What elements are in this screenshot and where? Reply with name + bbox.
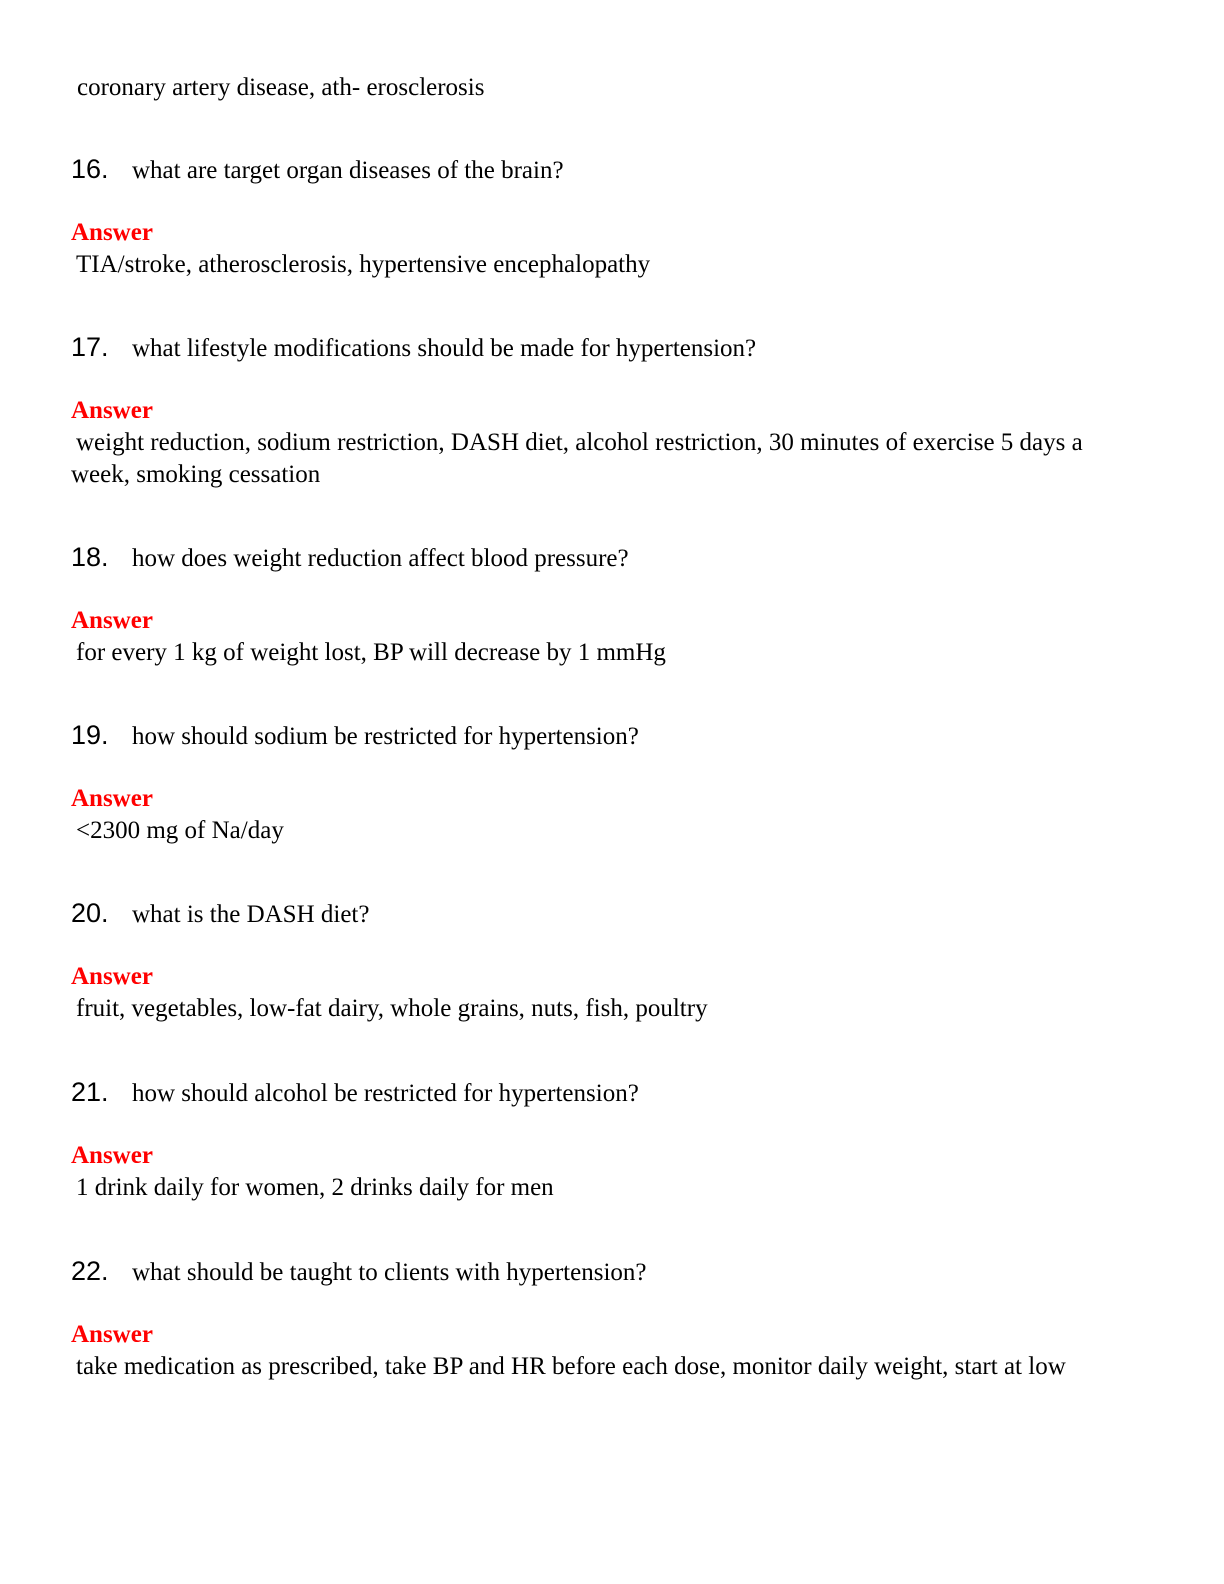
answer-text: for every 1 kg of weight lost, BP will decrease by 1 mmHg (76, 639, 666, 666)
answer-text: weight reduction, sodium restriction, DASH diet, alcohol restriction, 30 minutes of exercise 5 days a week, smoking cessation (71, 429, 1083, 488)
question-number: 18. (71, 542, 109, 572)
answer-text: 1 drink daily for women, 2 drinks daily for men (76, 1174, 554, 1201)
answer-text: TIA/stroke, atherosclerosis, hypertensive encephalopathy (76, 251, 651, 278)
question-text: how does weight reduction affect blood pressure? (132, 545, 629, 572)
question-row (71, 542, 1131, 576)
qa-item-18 (71, 542, 1131, 669)
answer-label: Answer (71, 1142, 153, 1169)
answer-text: <2300 mg of Na/day (76, 817, 284, 844)
answer-label: Answer (71, 219, 153, 246)
question-row (71, 332, 1131, 366)
question-row (71, 1256, 1131, 1290)
question-text: how should alcohol be restricted for hypertension? (132, 1080, 639, 1107)
answer-label: Answer (71, 785, 153, 812)
question-row (71, 898, 1131, 932)
answer-label: Answer (71, 397, 153, 424)
question-number: 16. (71, 154, 109, 184)
qa-item-16 (71, 154, 1131, 281)
continued-answer-text: coronary artery disease, ath- erosclerosis (77, 74, 485, 101)
question-text: what should be taught to clients with hypertension? (132, 1259, 647, 1286)
qa-item-17 (71, 332, 1131, 491)
question-number: 21. (71, 1077, 109, 1107)
answer-label: Answer (71, 607, 153, 634)
qa-item-20 (71, 898, 1131, 1025)
question-text: what lifestyle modifications should be made for hypertension? (132, 335, 757, 362)
answer-text: take medication as prescribed, take BP and HR before each dose, monitor daily weight, start at low (76, 1353, 1066, 1380)
qa-item-22 (71, 1256, 1131, 1383)
answer-label: Answer (71, 963, 153, 990)
answer-label: Answer (71, 1321, 153, 1348)
question-number: 19. (71, 720, 109, 750)
answer-text: fruit, vegetables, low-fat dairy, whole grains, nuts, fish, poultry (76, 995, 708, 1022)
question-number: 20. (71, 898, 109, 928)
qa-item-21 (71, 1077, 1131, 1204)
question-text: how should sodium be restricted for hypertension? (132, 723, 639, 750)
qa-item-19 (71, 720, 1131, 847)
question-number: 22. (71, 1256, 109, 1286)
question-row (71, 720, 1131, 754)
question-number: 17. (71, 332, 109, 362)
question-text: what is the DASH diet? (132, 901, 370, 928)
question-row (71, 1077, 1131, 1111)
question-row (71, 154, 1131, 188)
question-text: what are target organ diseases of the brain? (132, 157, 564, 184)
